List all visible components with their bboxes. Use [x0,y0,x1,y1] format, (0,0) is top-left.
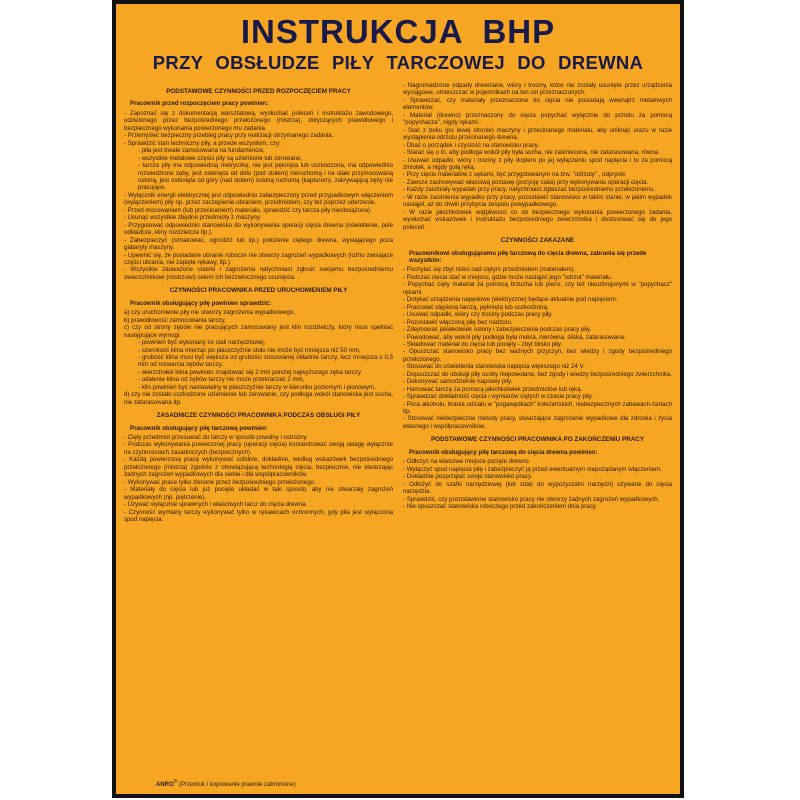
text-columns [124,82,672,523]
list-item: - Każdą powierzoną pracę wykonywać solidnie, dokładnie, według wskazówek bezpośredniego przełożonego (mistrza) zgodnie z obowiązującą technologią cięcia, bezpiecznie, nie stwarzając żadnych zagrożeń wypadkowych dla siebie i dla współpracowników. [124,456,393,479]
list-item: - Sprawdzać, czy materiały przeznaczone do cięcia nie posiadają wewnątrz metalowych elementów. [403,96,672,112]
list-item: b) prawidłowość zamocowania tarczy, [124,316,226,324]
list-item: - Podczas cięcia stać w miejscu, gdzie może nastąpić jego "odrzut" materiału. [403,273,613,281]
list-item: - Wykonywać prace tylko zlecone przez bezpośredniego przełożonego. [124,478,316,486]
list-item: - W razie jakichkolwiek wątpliwości co do bezpiecznego wykonania powierzonego zadania, wysłuchać wskazówek i instruktażu bezpośredniego zwierzchnika i dostosować się do jego poleceń. [403,208,672,231]
section-lead: Pracownikowi obsługującemu piłę tarczową do cięcia drewna, zabrania się przede wszystkim: [409,249,647,264]
section-heading: CZYNNOŚCI ZAKAZANE [500,237,575,245]
list-item: d) czy nie zostało uszkodzone uziemienie lub zerowanie, czy podłoga wokół stanowiska jest sucha, nie zatarasowana itp. [124,391,393,406]
page-subtitle: PRZY OBSŁUDZE PIŁY TARCZOWEJ DO DREWNA [152,52,644,73]
sub-list-item: - powinien być wykonany ze stali narzędziowej, [138,339,266,347]
list-item: - Odłożyć na właściwe miejsce pocięte drewno. [403,458,531,466]
list-item: - Sprawdzić, czy pozostawione stanowisko pracy nie stworzy żadnych zagrożeń wypadkowych. [403,495,660,503]
list-item: - Zdejmować jakiekolwiek osłony i zabezpieczenia podczas pracy piły. [403,326,592,334]
list-item: - Dokonywać samodzielnie naprawy piły. [403,378,513,386]
brand-logo: ANRO [156,782,174,788]
section-lead: Pracownik przed rozpoczęciem pracy powinien: [130,100,269,108]
page-title: INSTRUKCJA BHP [240,13,556,50]
list-item: - Dotykać urządzenia napędowe (elektryczne) będące aktualnie pod napięciem. [403,296,618,304]
list-item: - Materiał (drewno) przeznaczony do cięcia popychać wyłącznie do przodu za pomocą "popychacza", nigdy rękami. [403,111,672,127]
list-item: - Zabezpieczyć (oznakować, ogrodzić lub itp.) położenie ciętego drewna, wystającego poza gabaryty maszyny. [124,236,393,252]
list-item: - Każdy zaistniały wypadek przy pracy, natychmiast zgłaszać bezpośredniemu przełożonemu. [403,186,656,194]
list-item: - Usuwać odpadki, wióry i trociny z piły dopiero po jej wyłączeniu spod napięcia i to za pomocą zmiotek, a nigdy gołą ręką. [403,156,672,171]
list-item: - Stosować niebezpieczne metody pracy, stwarzające zagrożenie wypadkowe dla zdrowia i życia własnego i współpracowników. [403,415,672,430]
list-item: - Stać z boku (po lewej stronie) maszyny i przecinanego materiału, aby uniknąć urazu w razie wystąpienia odrzutu przecinanego drewna. [403,126,672,142]
footer: ANRO® (Przedruk i kopiowanie prawnie zabronione) [156,779,296,788]
list-item: - Dokładnie posprzątać swoje stanowisko pracy. [403,473,533,481]
sub-list-item: - tarcza piły ma odpowiednią metryczkę, nie jest pęknięta lub uszkodzona, ma odpowiednio rozwiedzione zęby, jest osłonięta od dołu (pod stołem) nieruchomą i na stałe przymocowaną osłoną, jest osłonięta od góry (nad stołem) osłoną ruchomą (kapturem), zakrywającą zęby nie pracujące. [138,162,393,192]
list-item: - Nagromadzone odpady drewniane, wióry i trociny, które nie zostały usunięte przez urządzenia wyciągowe, umieszczać w pojemnikach na ten cel przeznaczonych. [403,82,672,97]
section-lead: Pracownik obsługujący piłę tarczową powinien: [130,424,268,432]
list-item: - Materiały do cięcia lub już pocięte układać w taki sposób, aby nie stwarzały zagrożeń wypadkowych (np. piętrzenie). [124,486,393,501]
list-item: - Usunąć wszystkie zbędne przedmioty z maszyny. [124,214,262,222]
list-item: - Przemyśleć bezpieczny przebieg pracy przy realizacji otrzymanego zadania. [124,132,334,140]
list-item: - Przygotować odpowiednio stanowisko do wykonywania operacji cięcia drewna (oświetlenie, pole odkładcze, kliny rozdzielcze itp.). [124,221,393,237]
sub-list-item: - odalenie klina od zębów tarczy nie może przekraczać 2 mm, [138,376,305,384]
section-lead: Pracownik obsługujący piłę powinien sprawdzić: [130,299,272,307]
list-item: - Odłożyć do szafki narzędziowej (lub zdać do wypożyczalni narzędzi) używane do cięcia narzędzia. [403,480,672,496]
left-column [124,82,393,523]
list-item: - Dbać o porządek i czystość na stanowisku pracy. [403,141,540,149]
list-item: - Pracować stępioną tarczą, pękniętą lub uszkodzoną. [403,303,549,311]
right-column [403,82,672,523]
list-item: - Używać wyłącznie sprawnych i właściwych tarcz do cięcia drewna. [124,501,308,509]
copyright-note: (Przedruk i kopiowanie prawnie zabronione) [179,782,296,788]
list-item: - Dopuszczać do obsługi piły osoby niepowołane, bez zgody i wiedzy bezpośredniego zwierzchnika. [403,370,672,378]
list-item: - Nie opuszczać stanowiska roboczego przed zakończeniem dnia pracy. [403,503,597,511]
list-item: - Stosować do oświetlenia stanowiska napięcia większego niż 24 V. [403,363,585,371]
section-heading: PODSTAWOWE CZYNNOŚCI PRZED ROZPOCZĘCIEM PRACY [166,88,351,95]
list-item: - Picia alkoholu, brania udziału w "pogawędkach" koleżeńskich, niebezpiecznych zabawach-żartach itp. [403,400,672,416]
section-heading: ZASADNICZE CZYNNOŚCI PRACOWNIKA PODCZAS OBSŁUGI PIŁY [156,412,361,420]
safety-sign [112,0,684,798]
sub-list-item: - klin powinien być nastawialny w płaszczyźnie tarczy w kierunku poziomym i pionowym, [138,383,376,391]
list-item: - Czynność wymiany tarczy wykonywać tylko w rękawicach ochronnych, gdy piła jest wyłączona spod napięcia. [124,508,393,524]
section-lead: Pracownik obsługujący piłę tarczową do cięcia drewna powinien: [409,448,598,456]
sign-panel [116,4,680,794]
list-item: - Hamować tarczę za pomocą jakichkolwiek przedmiotów lub ręką. [403,385,583,393]
list-item: - Powodować, aby wokół piły podłoga była mokra, nierówna, śliska, zatarasowana. [403,333,626,341]
list-item: - Usuwać odpadki, wióry czy trociny podczas pracy piły. [403,311,553,319]
list-item: - Sprawdzić stan techniczny piły, a przede wszystkim, czy: [124,139,281,147]
list-item: - Opuszczać stanowisko pracy bez ważnych przyczyn, bez wiedzy i zgody bezpośredniego przełożonego. [403,348,672,363]
list-item: - Popychać cięty materiał za pomocą brzucha lub piersi, czy też nieuzbrojonymi w "popychacz" rękami. [403,281,672,296]
sub-list-item: - grubość klina musi być większa od grubości stosowanej okładnie tarczy, lecz mniejsza o 0,5 mm od rozwarcia zębów tarczy, [138,353,393,369]
list-item: - Starać się o to, aby podłoga wokół piły była sucha, nie zaśmiecona, nie zatarasowana, równa. [403,149,660,157]
list-item: - Przy cięciu materiałów z sękami, być przygotowanym na tzw. "odrzuty" , odpryski. [403,171,627,179]
list-item: - Wszystkie zauważone usterki i zagrożenia natychmiast zgłosić swojemu bezpośredniemu zwierzchnikowi (mistrzowi) celem ich bezzwłocznego usunięcia. [124,266,393,281]
list-item: - Wyłącznik energii elektrycznej jest odpowiednio zabezpieczony przed przypadkowym włączeniem (wyłączeniem) piły np. przez zaczepienie ubraniem, przedmiotem, czy też poprzez uderzenie. [124,191,393,207]
list-item: - Wyłączyć spod napięcia piłę i zabezpieczyć ją przed ewentualnym niepożądanym włączeniem. [403,465,662,473]
list-item: - Podczas wykonywania powierzonej pracy (operacji cięcia) koncentrować swoją uwagę wyłącznie na czynnościach zasadniczych (bezpiecznych). [124,441,393,456]
list-item: - Składować materiał do cięcia lub pocięty - zbyt blisko piły. [403,340,563,348]
list-item: - Zawsze zachowywać właściwą postawę (pozycję ciała) przy wykonywaniu operacji cięcia. [403,178,649,186]
sub-list-item: - wierzchołek klina powinien znajdować się 2 mm poniżej najwyższego zęba tarczy [138,368,361,376]
list-item: - Przed mocowaniem (lub przecinaniem) materiału, sprawdzić czy tarcza piły nieobciążona). [124,206,372,214]
section-heading: PODSTAWOWE CZYNNOŚCI PRACOWNIKA PO ZAKOŃCZENIU PRACY [430,436,645,444]
list-item: - Zapoznać się z dokumentacją warsztatową, wysłuchać poleceń i instruktażu zawodowego, udzielonego przez bezpośredniego przełożonego (mistrza), dotyczących prawidłowego i bezpiecznego wykonania powierzonego mu zadania. [124,109,393,132]
list-item: - Cięty przedmiot przesuwać do tarczy w sposób powolny i ostrożny. [124,434,308,442]
sub-list-item: - szerokość klina mierząc po płaszczyźnie stołu nie może być mniejsza niż 50 mm, [138,346,361,354]
list-item: - Pochylać się zbyt nisko nad ciętym przedmiotem (materiałem). [403,266,576,274]
list-item: c) czy od strony zębów nie pracujących zamocowany jest klin rozdzielczy, który musi spełniać następujące wymogi: [124,324,393,339]
sub-list-item: - piła jest trwale zamocowana na fundamencie, [138,147,265,155]
list-item: - W razie zaistnienia wypadku przy pracy, pozostawić stanowisko w takim stanie, w jakim wypadek nastąpił, aż do chwili przybycia zespołu powypadkowego. [403,193,672,209]
list-item: - Upewnić się, że posiadane ubranie robocze nie stworzy zagrożeń wypadkowych (luźno zwisające części ubrania, nie zapięte rękawy, itp.). [124,251,393,266]
section-heading: CZYNNOŚCI PRACOWNIKA PRZED URUCHOMIENIEM PIŁY [169,287,348,295]
list-item: - Pozostawić włączoną piłę bez nadzoru. [403,318,513,326]
sub-list-item: - wszystkie metalowe części piły są uziemione lub zerowane, [138,154,303,162]
list-item: - Sprawdzać dokładność cięcia i wymiarów ciętych w czasie pracy piły. [403,393,593,401]
list-item: a) czy uruchomienie piły nie stworzy zagrożenia wypadkowego, [124,309,296,317]
